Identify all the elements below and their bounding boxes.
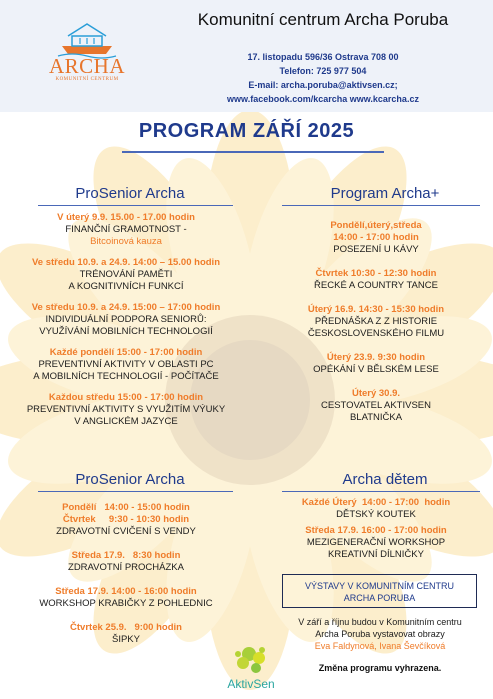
section-rule — [282, 491, 480, 492]
event-title: DĚTSKÝ KOUTEK — [336, 509, 416, 520]
list-item — [6, 257, 246, 293]
list-item — [6, 302, 246, 338]
section-rule — [38, 205, 233, 206]
event-time: Středa 17.9. 16:00 - 17:00 hodin — [305, 525, 447, 536]
event-time: Každé Úterý 14:00 - 17:00 hodin — [301, 497, 451, 508]
event-title: ŘECKÉ A COUNTRY TANCE — [314, 280, 438, 291]
event-title: OPÉKÁNÍ V BĚLSKÉM LESE — [313, 364, 439, 375]
event-time: Středa 17.9. 8:30 hodin — [71, 550, 181, 561]
org-name: Komunitní centrum Archa Poruba — [197, 10, 449, 29]
event-time: Středa 17.9. 14:00 - 16:00 hodin — [55, 586, 197, 597]
archa-detem-list — [262, 497, 490, 570]
aktivsen-logo — [216, 644, 286, 694]
exhibition-line: V září a říjnu budou v Komunitním centru — [298, 617, 462, 627]
event-title: VYUŽÍVÁNÍ MOBILNÍCH TECHNOLOGIÍ — [39, 326, 213, 337]
list-item — [6, 212, 246, 248]
event-time: Úterý 30.9. — [351, 388, 401, 399]
list-item — [262, 268, 490, 292]
list-item — [6, 550, 246, 574]
event-time: Čtvrtek 25.9. 9:00 hodin — [70, 622, 182, 633]
program-change-note: Změna programu vyhrazena. — [318, 663, 442, 673]
section-heading-prosenior: ProSenior Archa — [75, 185, 185, 202]
exhibition-heading: ARCHA PORUBA — [343, 593, 416, 603]
event-time: Čtvrtek 9:30 - 10:30 hodin — [62, 514, 190, 525]
event-time: 14:00 - 17:00 hodin — [333, 232, 419, 243]
contact-block — [158, 50, 488, 106]
event-title: BLATNIČKA — [349, 412, 403, 423]
list-item — [6, 586, 246, 610]
list-item — [262, 304, 490, 340]
event-title: ŠIPKY — [112, 634, 140, 645]
aktivsen-text: AktivSen — [227, 677, 275, 691]
exhibition-text — [278, 616, 482, 652]
email-line[interactable]: E-mail: archa.poruba@aktivsen.cz; — [248, 80, 398, 90]
event-time: Ve středu 10.9. a 24.9. 14:00 – 15.00 hodin — [32, 257, 220, 268]
title-underline — [122, 151, 384, 153]
event-note: Bitcoinová kauza — [90, 236, 162, 247]
event-title: PŘEDNÁŠKA Z Z HISTORIE — [314, 316, 438, 327]
web-links-line[interactable]: www.facebook.com/kcarcha www.kcarcha.cz — [227, 94, 419, 104]
event-title: CESTOVATEL AKTIVSEN — [321, 400, 431, 411]
event-title: POSEZENÍ U KÁVY — [333, 244, 419, 255]
logo-text: ARCHA — [48, 54, 125, 78]
event-title: INDIVIDUÁLNÍ PODPORA SENIORŮ: — [45, 314, 207, 325]
event-title: FINANČNÍ GRAMOTNOST - — [65, 224, 187, 235]
event-title: A KOGNITIVNÍCH FUNKCÍ — [68, 281, 184, 292]
event-title: PREVENTIVNÍ AKTIVITY V OBLASTI PC — [38, 359, 214, 370]
phone-line: Telefon: 725 977 504 — [279, 66, 367, 76]
event-title: KREATIVNÍ DÍLNIČKY — [328, 549, 424, 560]
logo-subtitle: KOMUNITNÍ CENTRUM — [55, 77, 119, 82]
section-heading-program-plus: Program Archa+ — [330, 185, 440, 202]
list-item — [262, 352, 490, 376]
event-title: V ANGLICKÉM JAZYCE — [74, 416, 178, 427]
event-title: ČESKOSLOVENSKÉHO FILMU — [307, 328, 445, 339]
address-line: 17. listopadu 596/36 Ostrava 708 00 — [247, 52, 399, 62]
event-time: Pondělí 14:00 - 15:00 hodin — [62, 502, 190, 513]
program-plus-list — [262, 220, 490, 433]
page-title: PROGRAM ZÁŘÍ 2025 — [138, 120, 355, 142]
list-item — [6, 347, 246, 383]
event-time: Pondělí,úterý,středa — [330, 220, 422, 231]
exhibition-line: Archa Poruba vystavovat obrazy — [315, 629, 445, 639]
section-heading-archa-detem: Archa dětem — [342, 471, 428, 488]
list-item — [6, 502, 246, 538]
tree-icon — [216, 644, 286, 679]
prosenior-list — [6, 212, 246, 437]
list-item — [262, 388, 490, 424]
exhibition-box — [282, 574, 477, 608]
archa-logo — [42, 14, 132, 94]
event-time: Ve středu 10.9. a 24.9. 15:00 – 17:00 hodin — [31, 302, 221, 313]
event-title: ZDRAVOTNÍ PROCHÁZKA — [68, 562, 184, 573]
event-title: ZDRAVOTNÍ CVIČENÍ S VENDY — [56, 526, 196, 537]
event-title: WORKSHOP KRABIČKY Z POHLEDNIC — [39, 598, 213, 609]
event-title: TRÉNOVÁNÍ PAMĚTI — [79, 269, 173, 280]
event-title: MEZIGENERAČNÍ WORKSHOP — [306, 537, 446, 548]
exhibition-artists: Eva Faldynová, Ivana Ševčíková — [314, 641, 446, 651]
event-title: PREVENTIVNÍ AKTIVITY S VYUŽITÍM VÝUKY — [26, 404, 226, 415]
list-item — [6, 392, 246, 428]
section-rule — [38, 491, 233, 492]
exhibition-heading: VÝSTAVY V KOMUNITNÍM CENTRU — [304, 581, 454, 591]
list-item — [262, 497, 490, 521]
prosenior-list-2 — [6, 502, 246, 655]
event-time: Úterý 16.9. 14:30 - 15:30 hodin — [307, 304, 445, 315]
event-time: Každé pondělí 15:00 - 17:00 hodin — [49, 347, 203, 358]
event-time: Čtvrtek 10:30 - 12:30 hodin — [315, 268, 437, 279]
list-item — [262, 525, 490, 561]
list-item — [262, 220, 490, 256]
section-rule — [282, 205, 480, 206]
header-band — [0, 0, 493, 112]
event-time: Každou středu 15:00 - 17:00 hodin — [48, 392, 204, 403]
section-heading-prosenior-2: ProSenior Archa — [75, 471, 185, 488]
event-time: V úterý 9.9. 15.00 - 17.00 hodin — [57, 212, 195, 223]
event-time: Úterý 23.9. 9:30 hodin — [326, 352, 426, 363]
ark-icon — [42, 14, 132, 59]
event-title: A MOBILNÍCH TECHNOLOGIÍ - POČÍTAČE — [33, 371, 219, 382]
list-item — [6, 622, 246, 646]
